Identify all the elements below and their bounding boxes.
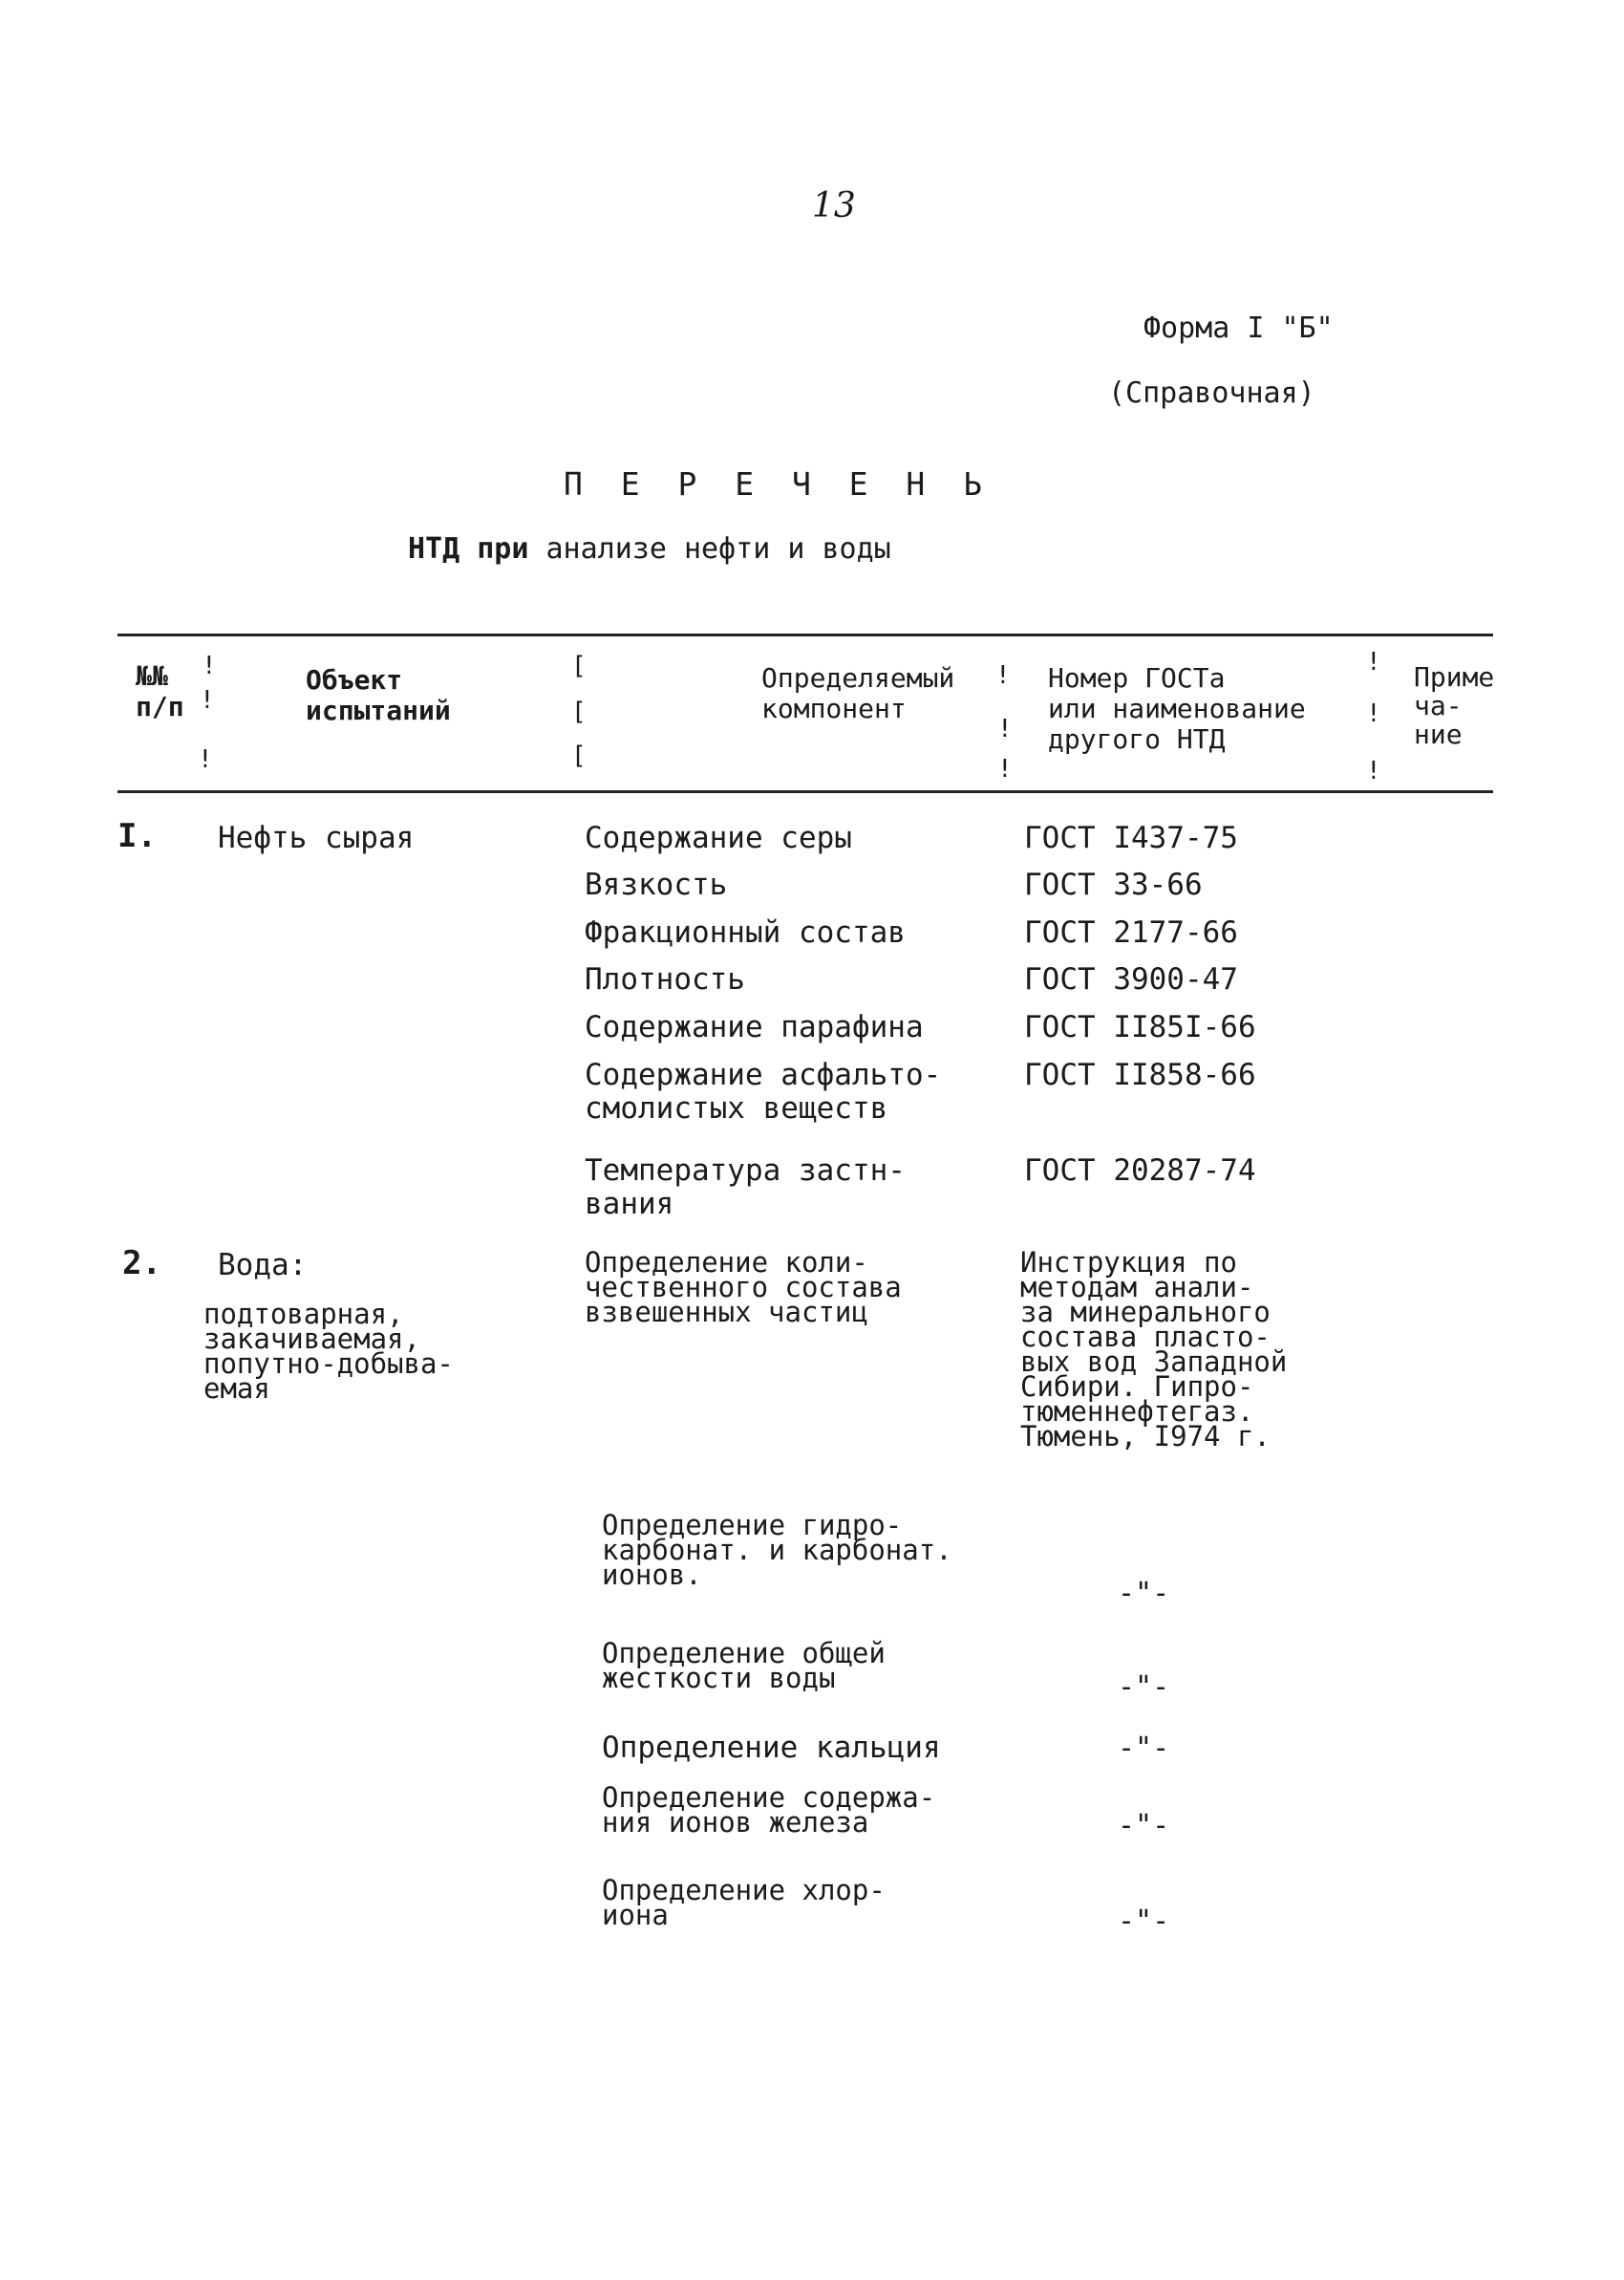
gost-cell: ГОСТ 3900-47 — [1024, 962, 1238, 997]
header-object-line: Объект — [306, 664, 403, 696]
document-subtitle — [408, 532, 891, 566]
ditto-mark: -"- — [1118, 1732, 1170, 1765]
column-separator-mark: ! — [997, 715, 1013, 743]
component-line: Температура застн- — [585, 1153, 906, 1188]
component-line: вания — [585, 1187, 674, 1221]
ditto-mark: -"- — [1118, 1670, 1170, 1704]
gost-line: тюменнефтегаз. — [1020, 1395, 1254, 1428]
column-separator-mark: [ — [571, 652, 587, 680]
header-number-line: №№ — [136, 660, 168, 692]
subtitle-rest: анализе нефти и воды — [545, 532, 891, 566]
gost-line: за минерального — [1020, 1296, 1271, 1328]
component-line: взвешенных частиц — [585, 1296, 868, 1328]
component-line: ния ионов железа — [602, 1806, 869, 1839]
component-cell — [602, 1637, 886, 1694]
header-note-line: ча- — [1414, 690, 1463, 721]
header-gost-line: Номер ГОСТа — [1048, 662, 1226, 694]
header-note — [1414, 663, 1494, 749]
object-line: емая — [203, 1372, 270, 1405]
column-separator-mark: ! — [995, 661, 1011, 690]
header-component-line: Определяемый — [761, 662, 955, 694]
gost-cell: ГОСТ 20287-74 — [1024, 1153, 1256, 1188]
component-cell: Вязкость — [585, 868, 728, 902]
component-line: Определение содержа- — [602, 1781, 936, 1814]
gost-cell — [1020, 1246, 1288, 1452]
component-cell — [585, 1246, 902, 1328]
page-number: 13 — [812, 186, 856, 226]
component-line: Определение общей — [602, 1637, 886, 1669]
component-cell — [602, 1874, 886, 1931]
header-gost-line: другого НТД — [1048, 723, 1226, 755]
gost-cell: ГОСТ 33-66 — [1024, 868, 1203, 902]
component-line: карбонат. и карбонат. — [602, 1534, 952, 1566]
column-separator-mark: ! — [202, 652, 217, 680]
component-line: Содержание асфальто- — [585, 1058, 942, 1092]
header-note-line: ние — [1414, 719, 1463, 750]
table-top-rule — [118, 634, 1493, 636]
component-cell: Плотность — [585, 962, 745, 997]
gost-line: состава пласто- — [1020, 1321, 1271, 1353]
column-separator-mark: ! — [1366, 757, 1381, 785]
document-title: П Е Р Е Ч Е Н Ь — [564, 465, 993, 503]
form-note: (Справочная) — [1108, 376, 1315, 410]
column-separator-mark: ! — [200, 686, 215, 715]
gost-line: методам анали- — [1020, 1271, 1254, 1303]
header-gost — [1048, 663, 1306, 755]
gost-line: Тюмень, I974 г. — [1020, 1420, 1271, 1452]
object-line: попутно-добыва- — [203, 1347, 454, 1380]
gost-cell: ГОСТ II85I-66 — [1024, 1010, 1256, 1044]
gost-cell: ГОСТ 2177-66 — [1024, 915, 1238, 950]
header-gost-line: или наименование — [1048, 693, 1306, 724]
component-cell — [602, 1509, 952, 1591]
component-line: Определение гидро- — [602, 1509, 903, 1541]
object-line: закачиваемая, — [203, 1323, 420, 1355]
column-separator-mark: [ — [571, 742, 587, 770]
column-separator-mark: [ — [571, 698, 587, 726]
component-cell — [585, 1059, 941, 1126]
column-separator-mark: ! — [997, 755, 1013, 784]
component-line: Определение коли- — [585, 1246, 868, 1279]
gost-line: вых вод Западной — [1020, 1345, 1288, 1378]
ditto-mark: -"- — [1118, 1577, 1170, 1610]
subtitle-prefix: НТД при — [408, 532, 529, 566]
component-cell: Фракционный состав — [585, 915, 906, 950]
component-cell: Определение кальция — [602, 1731, 941, 1765]
component-cell — [602, 1781, 936, 1839]
table-header-rule — [118, 790, 1493, 793]
column-separator-mark: ! — [1366, 648, 1381, 677]
component-cell — [585, 1154, 906, 1221]
component-line: жесткости воды — [602, 1662, 836, 1694]
row-object — [203, 1298, 454, 1405]
header-number-line: п/п — [136, 691, 184, 722]
column-separator-mark: ! — [1366, 699, 1381, 728]
gost-cell: ГОСТ II858-66 — [1024, 1058, 1256, 1092]
gost-line: Инструкция по — [1020, 1246, 1237, 1279]
header-component — [761, 663, 954, 724]
row-object-title: Вода: — [218, 1248, 308, 1282]
component-line: Определение хлор- — [602, 1874, 886, 1906]
object-line: подтоварная, — [203, 1298, 404, 1330]
component-line: ионов. — [602, 1559, 702, 1591]
row-number: 2. — [122, 1244, 161, 1282]
header-component-line: компонент — [761, 693, 907, 724]
form-label: Форма I "Б" — [1143, 312, 1334, 345]
component-line: смолистых веществ — [585, 1091, 888, 1126]
component-line: чественного состава — [585, 1271, 902, 1303]
header-object-line: испытаний — [306, 695, 451, 726]
component-cell: Содержание парафина — [585, 1010, 924, 1044]
gost-line: Сибири. Гипро- — [1020, 1370, 1254, 1403]
row-object: Нефть сырая — [218, 821, 415, 855]
ditto-mark: -"- — [1118, 1904, 1170, 1938]
column-separator-mark: ! — [198, 745, 213, 774]
header-number — [136, 661, 184, 722]
gost-cell: ГОСТ I437-75 — [1024, 821, 1238, 855]
component-cell: Содержание серы — [585, 821, 852, 855]
component-line: иона — [602, 1899, 669, 1931]
ditto-mark: -"- — [1118, 1809, 1170, 1842]
header-object — [306, 665, 451, 726]
header-note-line: Приме — [1414, 661, 1495, 693]
row-number: I. — [118, 817, 157, 855]
